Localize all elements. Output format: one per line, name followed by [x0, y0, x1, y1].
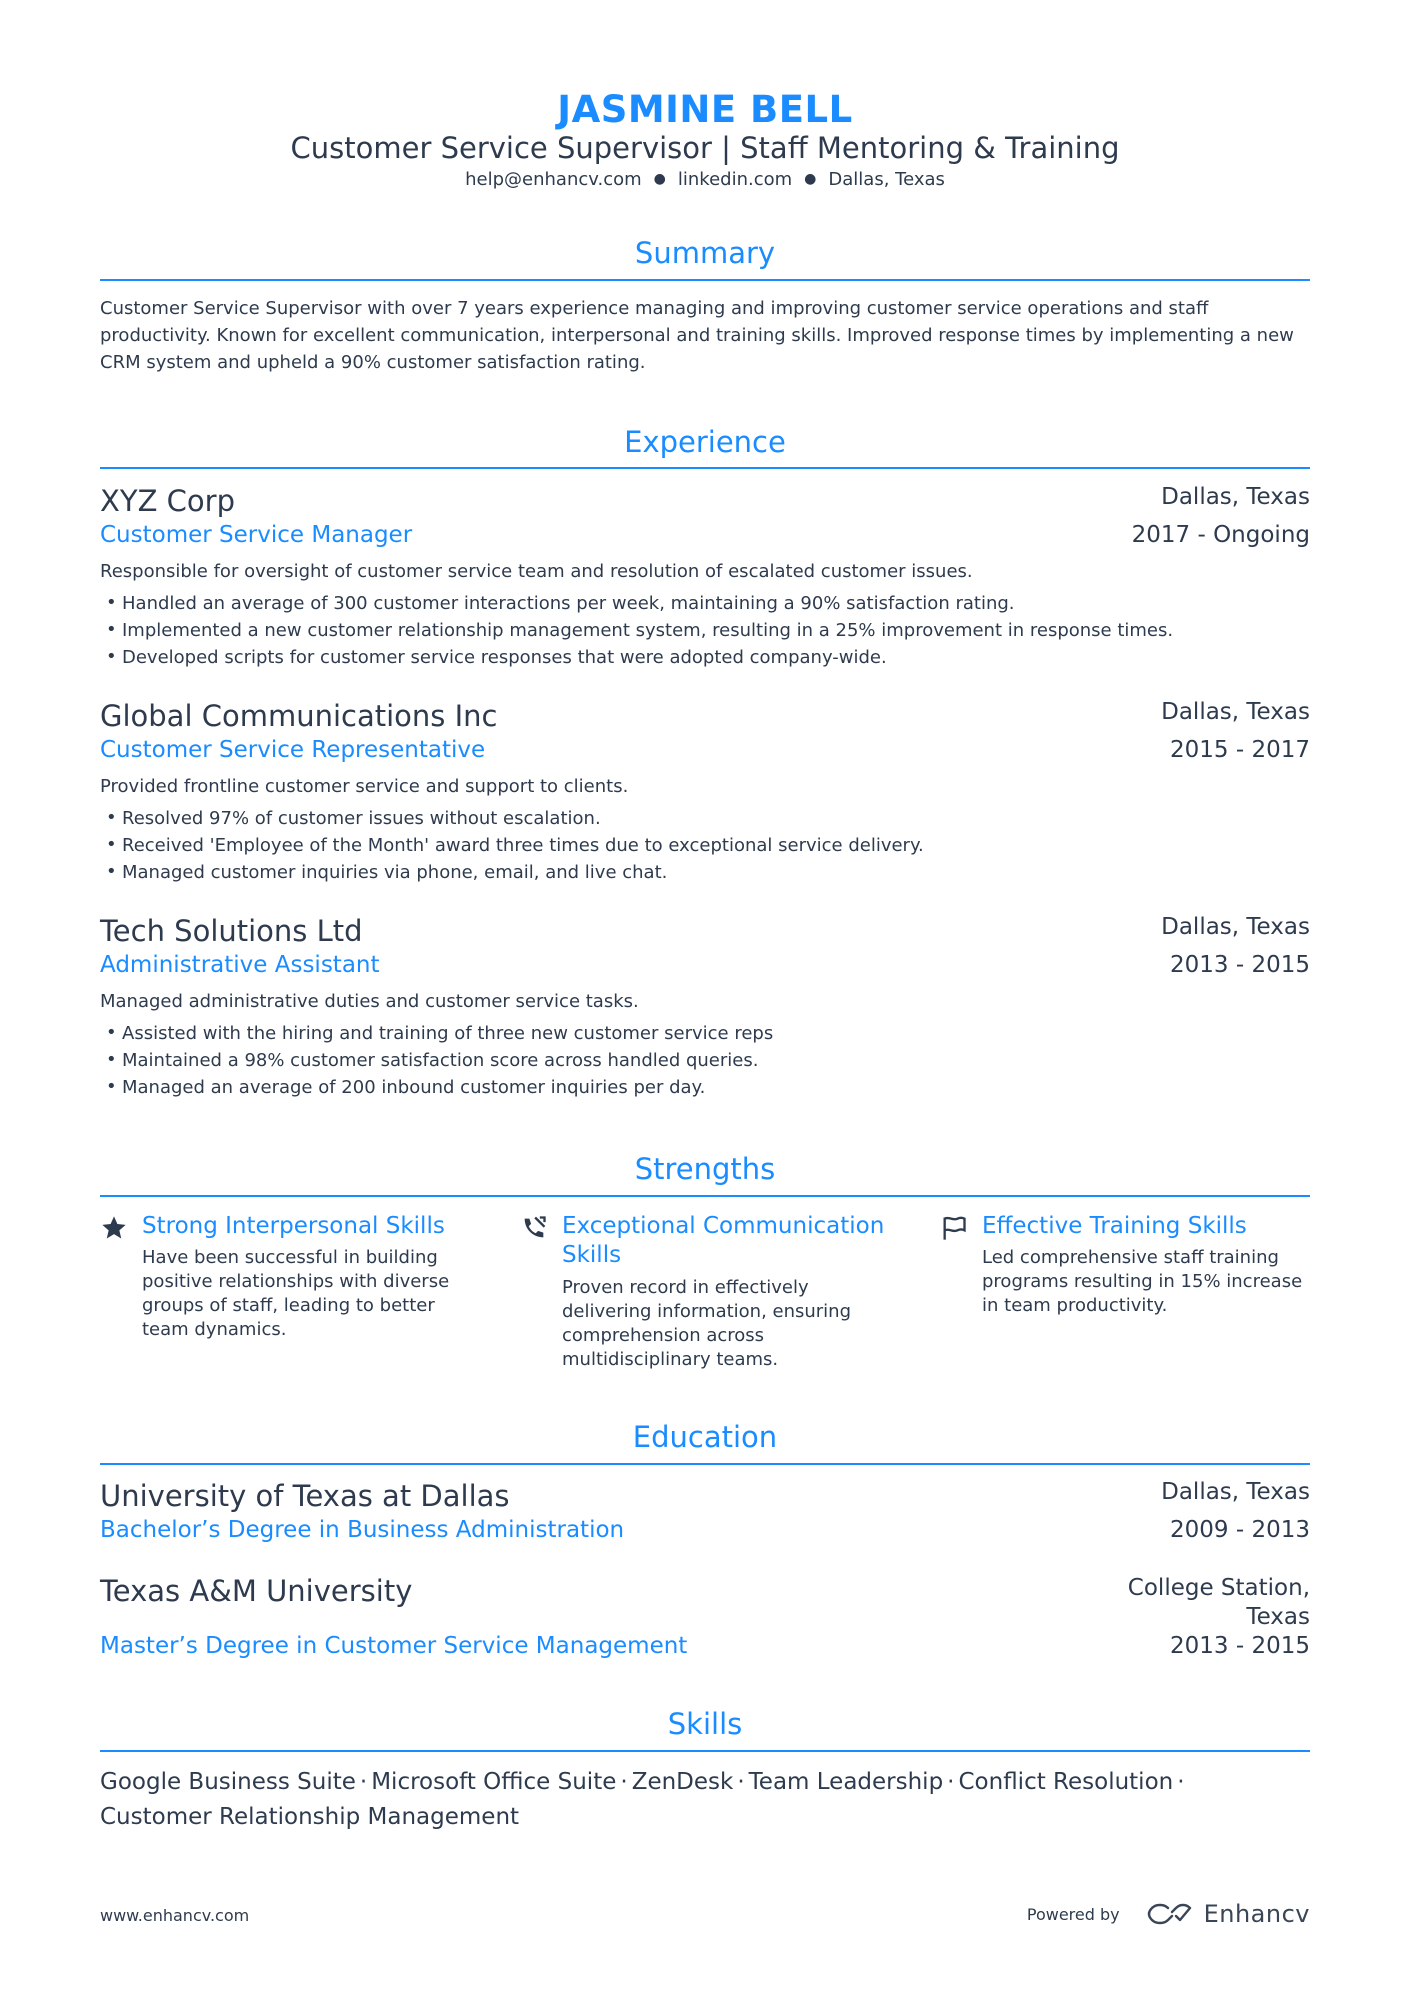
strength-desc-line: team dynamics. — [142, 1319, 287, 1340]
skills-line — [100, 1800, 1310, 1835]
skills-line — [100, 1765, 1310, 1800]
section-divider — [100, 1463, 1310, 1465]
contact-linkedin[interactable]: linkedin.com — [677, 169, 793, 190]
job-bullet: • Assisted with the hiring and training of three new customer service reps — [100, 1020, 773, 1047]
footer-website[interactable]: www.enhancv.com — [100, 1906, 250, 1925]
job-bullets — [100, 805, 924, 886]
summary-line: CRM system and upheld a 90% customer satisfaction rating. — [100, 352, 646, 373]
strength-title-line: Effective Training Skills — [982, 1213, 1247, 1239]
school-location-line: College Station, — [1127, 1575, 1310, 1601]
job-description: Provided frontline customer service and support to clients. — [100, 776, 629, 797]
job-bullet: • Managed customer inquiries via phone, email, and live chat. — [100, 859, 924, 886]
section-title-skills: Skills — [667, 1707, 743, 1741]
strength-description — [142, 1246, 482, 1342]
job-location: Dallas, Texas — [1161, 914, 1310, 940]
strength-desc-line: multidisciplinary teams. — [562, 1349, 779, 1370]
strength-title — [982, 1212, 1332, 1241]
job-bullet: • Received 'Employee of the Month' award three times due to exceptional service delivery. — [100, 832, 924, 859]
job-bullet: • Handled an average of 300 customer interactions per week, maintaining a 90% satisfaction rating. — [100, 590, 1173, 617]
school-name: Texas A&M University — [100, 1574, 413, 1608]
school-degree: Bachelor’s Degree in Business Administration — [100, 1517, 625, 1543]
job-role: Customer Service Manager — [100, 522, 413, 548]
school-location — [1161, 1479, 1310, 1505]
strength-title-line: Exceptional Communication — [562, 1213, 885, 1239]
section-divider — [100, 467, 1310, 469]
school-dates: 2013 - 2015 — [1170, 1633, 1310, 1659]
job-bullet: • Maintained a 98% customer satisfaction score across handled queries. — [100, 1047, 773, 1074]
job-company: Tech Solutions Ltd — [100, 914, 363, 948]
contact-line — [100, 169, 1310, 190]
skill-item: Conflict Resolution — [958, 1769, 1174, 1795]
job-bullet: • Managed an average of 200 inbound customer inquiries per day. — [100, 1074, 773, 1101]
strength-desc-line: delivering information, ensuring — [562, 1301, 852, 1322]
contact-separator: ● — [653, 171, 666, 187]
strength-desc-line: Have been successful in building — [142, 1247, 438, 1268]
skill-separator: · — [947, 1769, 955, 1795]
job-dates: 2015 - 2017 — [1170, 737, 1310, 763]
job-bullets — [100, 1020, 773, 1101]
skill-separator: · — [620, 1769, 628, 1795]
phone-call-icon — [520, 1214, 548, 1242]
enhancv-logo-icon — [1146, 1902, 1194, 1926]
candidate-headline: Customer Service Supervisor | Staff Mentoring & Training — [290, 131, 1120, 165]
strength-desc-line: programs resulting in 15% increase — [982, 1271, 1303, 1292]
strength-desc-line: groups of staff, leading to better — [142, 1295, 435, 1316]
strength-description — [562, 1276, 902, 1372]
school-location-line: Texas — [1246, 1604, 1310, 1630]
summary-line: Customer Service Supervisor with over 7 years experience managing and improving customer service operations and staff — [100, 298, 1209, 319]
school-name: University of Texas at Dallas — [100, 1479, 510, 1513]
strength-desc-line: in team productivity. — [982, 1295, 1168, 1316]
skill-separator: · — [1177, 1769, 1185, 1795]
strength-desc-line: Led comprehensive staff training — [982, 1247, 1279, 1268]
candidate-name: JASMINE BELL — [557, 88, 853, 131]
strength-title — [562, 1212, 912, 1270]
skill-separator: · — [737, 1769, 745, 1795]
section-title-education: Education — [632, 1420, 778, 1454]
section-title-experience: Experience — [624, 425, 786, 459]
skill-item: Customer Relationship Management — [100, 1804, 520, 1830]
section-title-strengths: Strengths — [634, 1152, 776, 1186]
strength-desc-line: positive relationships with diverse — [142, 1271, 450, 1292]
job-dates: 2017 - Ongoing — [1131, 522, 1310, 548]
school-location — [1128, 1574, 1310, 1632]
skill-item: Google Business Suite — [100, 1769, 356, 1795]
contact-email[interactable]: help@enhancv.com — [465, 169, 642, 190]
skill-item: ZenDesk — [631, 1769, 734, 1795]
flag-icon — [940, 1214, 968, 1242]
job-description: Managed administrative duties and customer service tasks. — [100, 991, 639, 1012]
skills-list — [100, 1765, 1310, 1835]
school-degree: Master’s Degree in Customer Service Management — [100, 1633, 688, 1659]
school-dates: 2009 - 2013 — [1170, 1517, 1310, 1543]
skill-separator: · — [359, 1769, 368, 1795]
job-bullet: • Resolved 97% of customer issues without escalation. — [100, 805, 924, 832]
job-location: Dallas, Texas — [1161, 699, 1310, 725]
strength-title — [142, 1212, 492, 1241]
star-icon — [100, 1214, 128, 1242]
skill-item: Microsoft Office Suite — [371, 1769, 617, 1795]
strength-desc-line: Proven record in effectively — [562, 1277, 809, 1298]
job-dates: 2013 - 2015 — [1170, 952, 1310, 978]
section-divider — [100, 279, 1310, 281]
summary-text — [100, 295, 1310, 376]
strength-title-line: Skills — [562, 1242, 622, 1268]
job-location: Dallas, Texas — [1161, 484, 1310, 510]
brand-name: Enhancv — [1203, 1900, 1310, 1928]
footer-branding[interactable] — [1027, 1897, 1310, 1931]
job-company: XYZ Corp — [100, 484, 235, 518]
skill-item: Team Leadership — [748, 1769, 944, 1795]
powered-by-label: Powered by — [1026, 1904, 1120, 1924]
contact-location: Dallas, Texas — [828, 169, 945, 190]
summary-line: productivity. Known for excellent communication, interpersonal and training skills. Improved response times by implementing a new — [100, 325, 1294, 346]
section-title-summary: Summary — [634, 236, 776, 270]
strength-desc-line: comprehension across — [562, 1325, 765, 1346]
job-bullet: • Implemented a new customer relationship management system, resulting in a 25% improvement in response times. — [100, 617, 1173, 644]
job-bullet: • Developed scripts for customer service responses that were adopted company-wide. — [100, 644, 1173, 671]
strength-description — [982, 1246, 1322, 1318]
job-bullets — [100, 590, 1173, 671]
job-description: Responsible for oversight of customer service team and resolution of escalated customer issues. — [100, 561, 973, 582]
job-company: Global Communications Inc — [100, 699, 498, 733]
section-divider — [100, 1195, 1310, 1197]
school-location-line: Dallas, Texas — [1161, 1479, 1310, 1505]
contact-separator: ● — [804, 171, 817, 187]
job-role: Administrative Assistant — [100, 952, 380, 978]
strength-title-line: Strong Interpersonal Skills — [142, 1213, 445, 1239]
section-divider — [100, 1750, 1310, 1752]
job-role: Customer Service Representative — [100, 737, 486, 763]
